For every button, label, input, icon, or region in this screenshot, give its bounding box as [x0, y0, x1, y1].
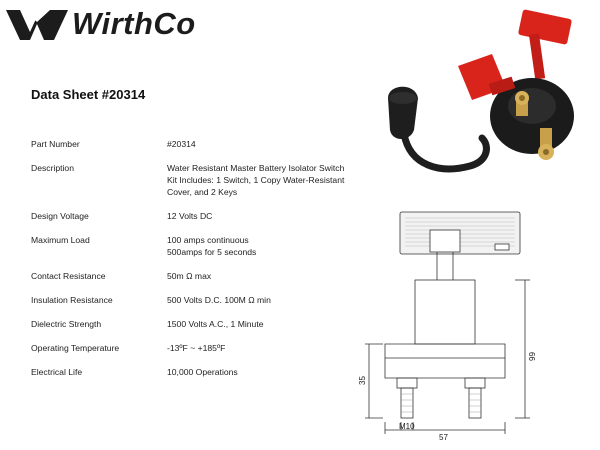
spec-label: Design Voltage [31, 211, 89, 221]
spec-label: Contact Resistance [31, 271, 106, 281]
spec-label: Maximum Load [31, 235, 90, 245]
spec-value: #20314 [167, 139, 196, 149]
spec-label: Part Number [31, 139, 80, 149]
brand-logo [6, 8, 206, 42]
brand-name: WirthCo [72, 6, 196, 41]
spec-label: Dielectric Strength [31, 319, 102, 329]
spec-value: Water Resistant Master Battery Isolator Switch Kit Includes: 1 Switch, 1 Copy Water-Resistant Cover, and 2 Keys [167, 163, 345, 197]
technical-drawing [355, 200, 595, 440]
page-title: Data Sheet #20314 [31, 87, 146, 102]
spec-value: 1500 Volts A.C., 1 Minute [167, 319, 264, 329]
dimension-height-total: 66 [527, 352, 536, 361]
spec-label: Operating Temperature [31, 343, 120, 353]
spec-value: 500 Volts D.C. 100M Ω min [167, 295, 271, 305]
spec-value: 50m Ω max [167, 271, 212, 281]
spec-value: -13ºF ~ +185ºF [167, 343, 226, 353]
spec-value: 10,000 Operations [167, 367, 238, 377]
spec-label: Insulation Resistance [31, 295, 113, 305]
dimension-height-base: 35 [358, 376, 367, 385]
wirthco-w-mark-icon [6, 10, 68, 40]
red-key-icon [518, 9, 572, 79]
product-photo [370, 6, 595, 191]
spec-value: 12 Volts DC [167, 211, 213, 221]
dimension-width: 57 [439, 433, 448, 440]
spec-label: Electrical Life [31, 367, 83, 377]
spec-label: Description [31, 163, 74, 173]
dimension-thread: M10 [399, 422, 415, 431]
spec-value: 100 amps continuous 500amps for 5 seconds [167, 235, 257, 257]
switch-body-icon [458, 54, 574, 160]
